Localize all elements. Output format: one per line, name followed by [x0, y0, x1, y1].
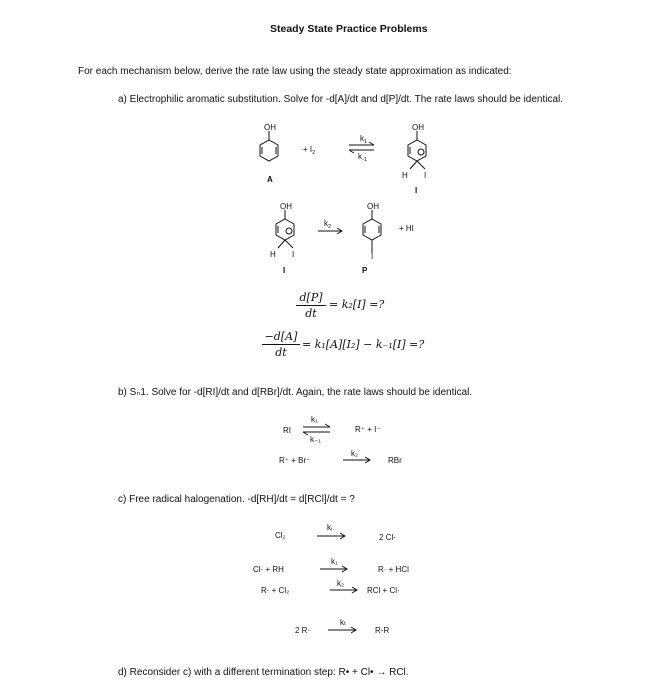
- rxn-b2-reactants: R⁺ + Br⁻: [279, 456, 311, 465]
- eq2-fraction: −d[A] dt: [262, 330, 300, 359]
- part-a-heading: a) Electrophilic aromatic substitution. Solve for -d[A]/dt and d[P]/dt. The rate laws should be identical.: [118, 94, 564, 105]
- rxn-c4-product: R-R: [375, 626, 390, 635]
- i-atom-label: I: [292, 250, 295, 259]
- oh-label: OH: [280, 202, 292, 211]
- rxn-b2-product: RBr: [388, 456, 402, 465]
- rxn-c3-k2: k₂: [337, 579, 345, 588]
- rxn-c3-products: RCl + Cl·: [367, 586, 400, 595]
- h-label: H: [402, 171, 408, 180]
- rxn-b2-k2: k₂: [351, 449, 359, 458]
- intermediate-i-label: I: [415, 186, 418, 195]
- intermediate-i-label: I: [283, 266, 286, 275]
- compound-a-label: A: [267, 175, 273, 184]
- h-label: H: [270, 250, 276, 259]
- rxn-c2-k1: k₁: [331, 557, 338, 566]
- rxn-c2-products: R· + HCl: [378, 565, 409, 574]
- rxn-b1-products: R⁺ + I⁻: [355, 425, 381, 434]
- intro-text: For each mechanism below, derive the rate law using the steady state approximation as indicated:: [78, 66, 512, 77]
- k2-label: $k_2$: [324, 219, 332, 230]
- rxn-c4-reactant: 2 R·: [295, 626, 311, 635]
- part-b-heading: b) Sₙ1. Solve for -d[RI]/dt and d[RBr]/dt. Again, the rate laws should be identical.: [118, 387, 473, 398]
- rxn-b1-k-minus1: k₋₁: [310, 435, 321, 444]
- eq1-fraction: d[P] dt: [296, 291, 326, 320]
- arenium-ring-1: [408, 131, 426, 169]
- plus-hi-label: + HI: [399, 224, 414, 233]
- oh-label: OH: [264, 123, 276, 132]
- k-minus1-label: $k_{-1}$: [358, 152, 367, 163]
- plus-i2-label: + $I_2$: [303, 145, 316, 156]
- part-d-heading: d) Reconsider c) with a different termination step: R• + Cl• → RCl.: [118, 667, 409, 678]
- rxn-c1-product: 2 Cl·: [379, 533, 396, 542]
- k1-label: $k_1$: [360, 134, 368, 145]
- eq1-rhs: = k₂[I] =?: [329, 298, 385, 311]
- product-p-ring: [363, 210, 381, 253]
- rxn-c1-ki: kᵢ: [327, 523, 333, 532]
- page-title: Steady State Practice Problems: [270, 23, 428, 35]
- oh-label: OH: [412, 123, 424, 132]
- rxn-c2-reactants: Cl· + RH: [253, 565, 284, 574]
- rxn-c4-kt: kₜ: [340, 618, 347, 627]
- i-atom-label: I: [371, 252, 374, 261]
- product-p-label: P: [362, 266, 368, 275]
- phenol-a-ring: [260, 131, 278, 161]
- arenium-ring-2: [276, 210, 294, 248]
- rxn-b1-k1: k₁: [311, 415, 318, 424]
- eq2-rhs: = k₁[A][I₂] − k₋₁[I] =?: [302, 338, 425, 351]
- part-c-heading: c) Free radical halogenation. -d[RH]/dt = d[RCl]/dt = ?: [118, 494, 355, 505]
- rxn-b1-reactant: RI: [283, 426, 291, 435]
- rxn-c3-reactants: R· + Cl₂: [261, 586, 290, 595]
- oh-label: OH: [367, 202, 379, 211]
- i-atom-label: I: [424, 171, 427, 180]
- rxn-c1-reactant: Cl₂: [275, 531, 286, 540]
